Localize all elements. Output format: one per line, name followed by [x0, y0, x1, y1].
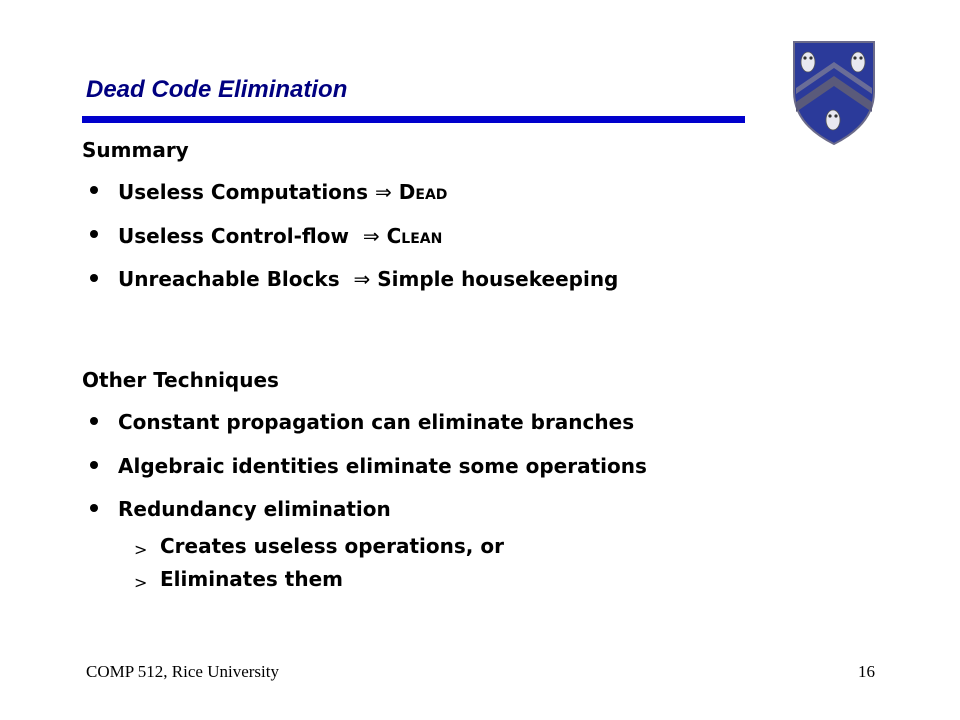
other-item-constant-propagation: Constant propagation can eliminate branches: [118, 410, 635, 434]
implies-arrow: ⇒: [353, 267, 371, 291]
summary-item-useless-computations: [118, 180, 447, 204]
bullet-dot: [90, 504, 98, 512]
bullet-dot: [90, 230, 98, 238]
other-item-algebraic-identities: Algebraic identities eliminate some operations: [118, 454, 647, 478]
other-techniques-heading: Other Techniques: [82, 368, 279, 392]
item-text: Useless Control-flow: [118, 224, 349, 248]
item-target: Clean: [386, 224, 443, 248]
implies-arrow: ⇒: [362, 224, 380, 248]
summary-item-unreachable-blocks: [118, 267, 618, 291]
subitem-creates-useless-operations: Creates useless operations, or: [160, 534, 504, 558]
slide-title: Dead Code Elimination: [86, 76, 348, 103]
bullet-dot: [90, 186, 98, 194]
bullet-dot: [90, 461, 98, 469]
item-text: Unreachable Blocks: [118, 267, 340, 291]
sub-bullet-chevron: >: [134, 573, 148, 592]
bullet-dot: [90, 274, 98, 282]
rice-owl-shield-logo: [792, 40, 876, 146]
summary-heading: Summary: [82, 138, 189, 162]
title-rule: [82, 116, 745, 123]
item-text: Useless Computations: [118, 180, 369, 204]
item-target: Dead: [398, 180, 448, 204]
implies-arrow: ⇒: [375, 180, 392, 204]
summary-item-useless-control-flow: [118, 224, 442, 248]
bullet-dot: [90, 417, 98, 425]
page-number: 16: [858, 662, 875, 681]
item-target: Simple housekeeping: [377, 267, 619, 291]
other-item-redundancy-elimination: Redundancy elimination: [118, 497, 391, 521]
sub-bullet-chevron: >: [134, 540, 148, 559]
subitem-eliminates-them: Eliminates them: [160, 567, 343, 591]
footer-course: COMP 512, Rice University: [86, 662, 279, 681]
